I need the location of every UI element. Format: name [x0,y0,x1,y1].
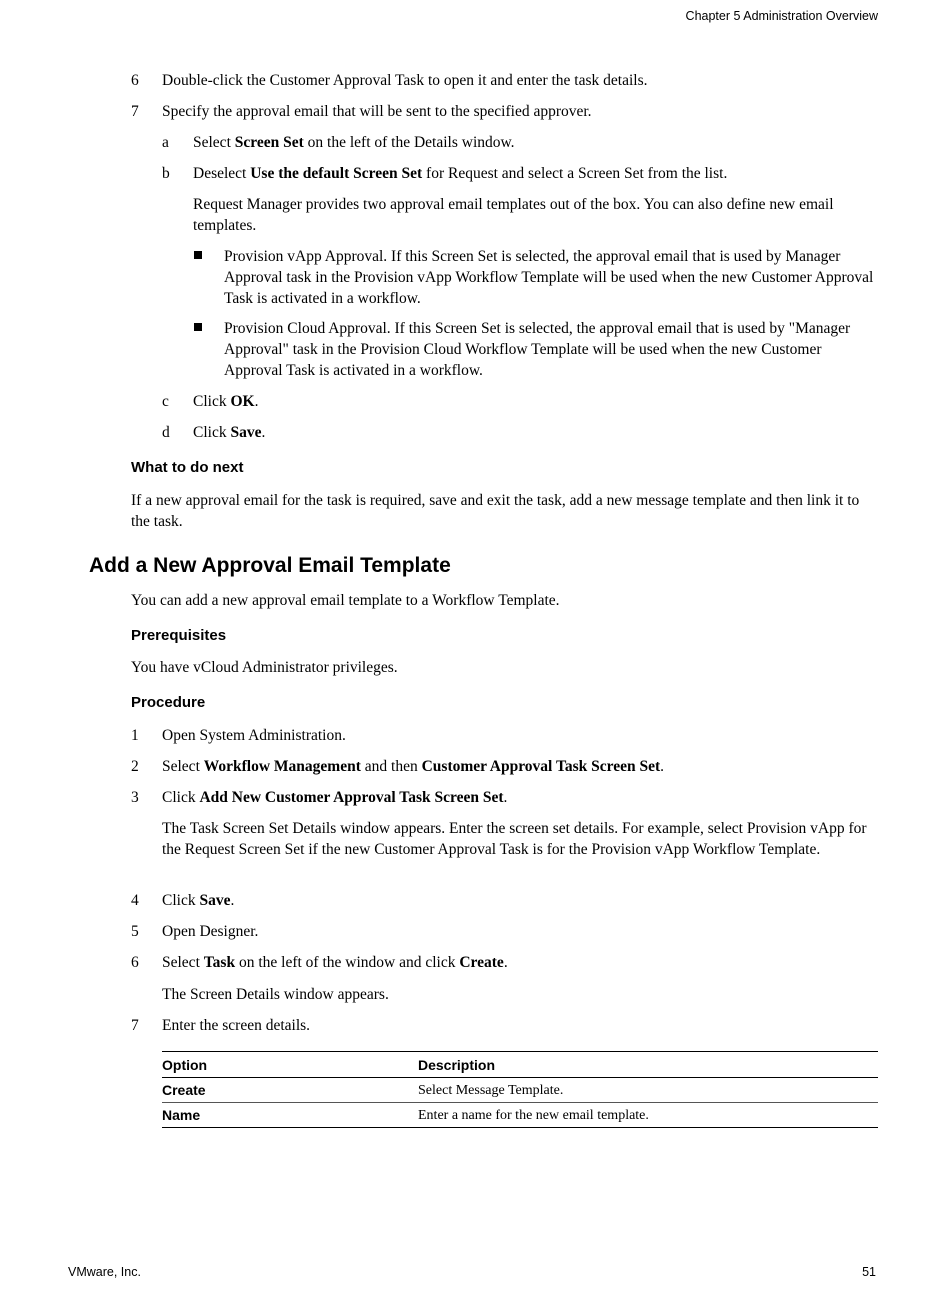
step-number: 4 [131,892,139,909]
step-text: Select Task on the left of the window and click Create. [162,954,508,971]
prerequisites-heading: Prerequisites [131,627,227,644]
substep-text: Select Screen Set on the left of the Details window. [193,134,515,151]
section-title: Add a New Approval Email Template [89,554,451,577]
step-text: Click Save. [162,892,235,909]
what-to-do-next-text: If a new approval email for the task is required, save and exit the task, add a new message template and then link it to the task. [131,492,860,530]
step-text: Open System Administration. [162,727,346,744]
step-text: Double-click the Customer Approval Task to open it and enter the task details. [162,72,648,89]
table-row-rule [162,1102,878,1103]
step-number: 2 [131,758,139,775]
what-to-do-next-heading: What to do next [131,459,244,476]
step-number: 5 [131,923,139,940]
step-number: 7 [131,1017,139,1034]
step-number: 6 [131,72,139,89]
step-text: Click Add New Customer Approval Task Screen Set. [162,789,508,806]
step-number: 7 [131,103,139,120]
step-note: The Task Screen Set Details window appears. Enter the screen set details. For example, select Provision vApp for the Request Screen Set if the new Customer Approval Task is for the Provision vApp Workflow Template. [162,820,867,858]
table-header-rule [162,1077,878,1078]
table-cell-option: Create [162,1082,206,1098]
page-number: 51 [862,1265,876,1279]
table-top-rule [162,1051,878,1052]
running-header: Chapter 5 Administration Overview [685,9,878,23]
bullet-square-icon [194,251,202,259]
table-cell-description: Select Message Template. [418,1083,564,1098]
prerequisites-text: You have vCloud Administrator privileges. [131,659,398,676]
table-bottom-rule [162,1127,878,1128]
bullet-square-icon [194,323,202,331]
table-cell-option: Name [162,1107,201,1123]
step-number: 3 [131,789,139,806]
substep-note: Request Manager provides two approval email templates out of the box. You can also define new email templates. [193,196,834,234]
substep-letter: b [162,165,170,182]
footer-company: VMware, Inc. [68,1265,141,1279]
procedure-heading: Procedure [131,694,206,711]
substep-letter: d [162,424,170,441]
step-text: Select Workflow Management and then Customer Approval Task Screen Set. [162,758,665,775]
step-text: Open Designer. [162,923,259,940]
step-text: Enter the screen details. [162,1017,311,1034]
bullet-item: Provision vApp Approval. If this Screen Set is selected, the approval email that is used by Manager Approval task in the Provision vApp Workflow Template will be used when the new Customer Approval Task is activated in a workflow. [224,248,874,307]
step-number: 6 [131,954,139,971]
substep-text: Click OK. [193,393,259,410]
table-header-option: Option [162,1057,208,1073]
table-header-description: Description [418,1057,496,1073]
table-cell-description: Enter a name for the new email template. [418,1108,649,1123]
substep-text: Click Save. [193,424,266,441]
substep-text: Deselect Use the default Screen Set for Request and select a Screen Set from the list. [193,165,728,182]
step-text: Specify the approval email that will be sent to the specified approver. [162,103,592,120]
step-note: The Screen Details window appears. [162,986,389,1003]
substep-letter: a [162,134,169,151]
section-intro: You can add a new approval email template to a Workflow Template. [131,592,560,609]
step-number: 1 [131,727,139,744]
substep-letter: c [162,393,169,410]
bullet-item: Provision Cloud Approval. If this Screen Set is selected, the approval email that is used by "Manager Approval" task in the Provision Cloud Workflow Template will be used when the new Customer Approval Task is activated in a workflow. [224,320,851,379]
